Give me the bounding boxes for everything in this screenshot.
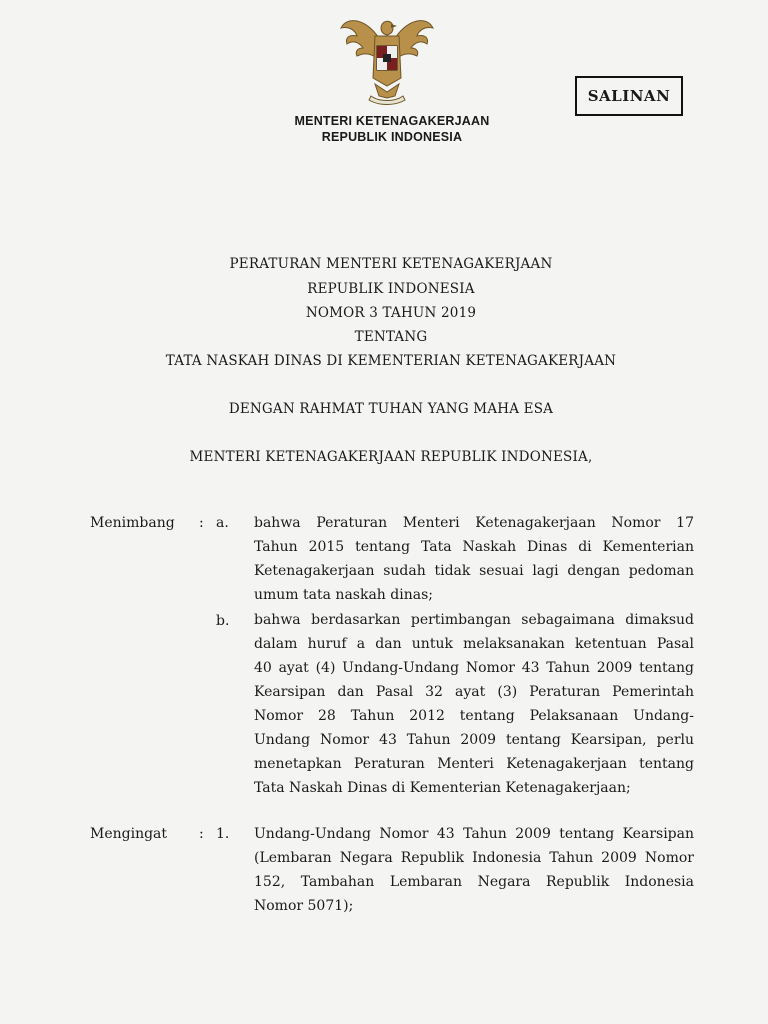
text-line: Undang Nomor 43 Tahun 2009 tentang Kearsipan, perlu [254, 732, 694, 748]
menimbang-item-a [254, 511, 694, 607]
item-marker: b. [216, 613, 230, 629]
section-label-mengingat: Mengingat [90, 826, 168, 842]
text-line: bahwa Peraturan Menteri Ketenagakerjaan Nomor 17 [254, 515, 694, 531]
copy-stamp: SALINAN [575, 76, 683, 116]
regulation-subject: TATA NASKAH DINAS DI KEMENTERIAN KETENAGAKERJAAN [165, 353, 617, 369]
regulation-about: TENTANG [354, 329, 428, 345]
text-line: menetapkan Peraturan Menteri Ketenagakerjaan tentang [254, 756, 694, 772]
section-label-menimbang: Menimbang [90, 515, 175, 531]
regulation-title-line: REPUBLIK INDONESIA [307, 281, 475, 297]
menimbang-item-b [254, 608, 694, 800]
text-line: (Lembaran Negara Republik Indonesia Tahun 2009 Nomor [254, 850, 694, 866]
regulation-number: NOMOR 3 TAHUN 2019 [305, 305, 477, 321]
ministry-name: MENTERI KETENAGAKERJAAN [294, 114, 490, 128]
text-line: Kearsipan dan Pasal 32 ayat (3) Peraturan Pemerintah [254, 684, 694, 700]
text-line: Tahun 2015 tentang Tata Naskah Dinas di Kementerian [254, 539, 694, 555]
item-marker: 1. [216, 826, 230, 842]
garuda-emblem-icon [335, 8, 439, 108]
section-colon: : [199, 515, 204, 531]
item-marker: a. [216, 515, 229, 531]
text-line: Ketenagakerjaan sudah tidak sesuai lagi dengan pedoman [254, 563, 694, 579]
mengingat-item-1 [254, 822, 694, 918]
text-line: 40 ayat (4) Undang-Undang Nomor 43 Tahun 2009 tentang [254, 660, 694, 676]
text-line: dalam huruf a dan untuk melaksanakan ketentuan Pasal [254, 636, 694, 652]
preamble: DENGAN RAHMAT TUHAN YANG MAHA ESA [228, 401, 554, 417]
text-line: 152, Tambahan Lembaran Negara Republik Indonesia [254, 874, 694, 890]
ministry-country: REPUBLIK INDONESIA [321, 130, 463, 144]
section-colon: : [199, 826, 204, 842]
regulation-title-line: PERATURAN MENTERI KETENAGAKERJAAN [229, 256, 553, 272]
text-line: Undang-Undang Nomor 43 Tahun 2009 tentang Kearsipan [254, 826, 694, 842]
text-line: bahwa berdasarkan pertimbangan sebagaimana dimaksud [254, 612, 694, 628]
text-line: Nomor 28 Tahun 2012 tentang Pelaksanaan Undang- [254, 708, 694, 724]
minister-heading: MENTERI KETENAGAKERJAAN REPUBLIK INDONESIA, [189, 449, 593, 465]
text-line: umum tata naskah dinas; [254, 587, 433, 603]
text-line: Nomor 5071); [254, 898, 354, 914]
text-line: Tata Naskah Dinas di Kementerian Ketenagakerjaan; [254, 780, 631, 796]
